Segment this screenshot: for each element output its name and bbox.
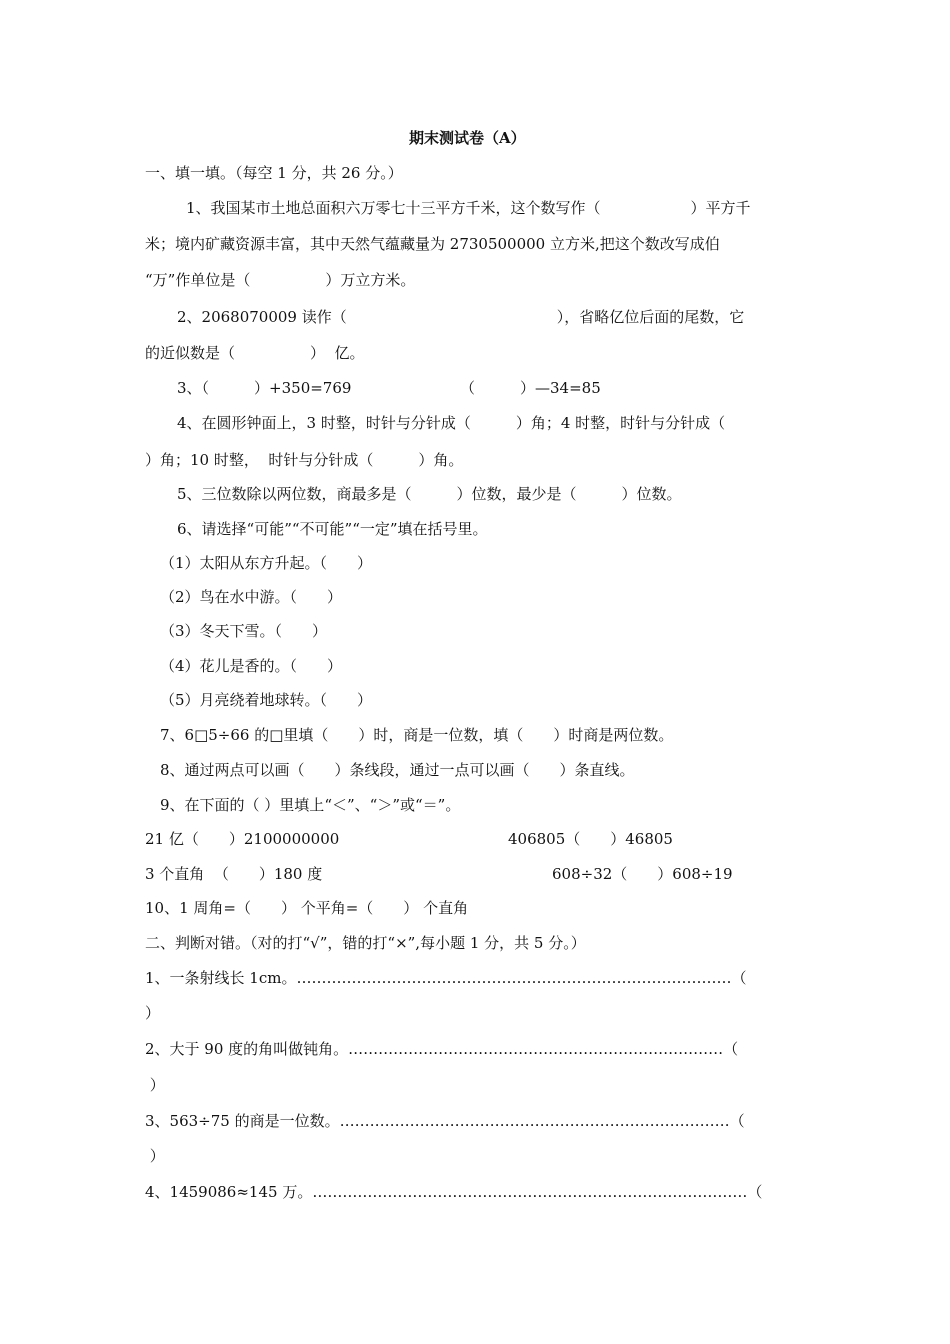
q9-row2-right: 608÷32（ ）608÷19: [552, 865, 733, 883]
judge-item-2: 2、大于 90 度的角叫做钝角。…………………………………………………………………（: [145, 1040, 739, 1058]
judge-item-4: 4、1459086≈145 万。……………………………………………………………………………（: [145, 1183, 763, 1201]
judge-item-1: 1、一条射线长 1cm。……………………………………………………………………………（: [145, 969, 747, 987]
q1-line2: 米；境内矿藏资源丰富，其中天然气蕴藏量为 2730500000 立方米,把这个数改写成伯: [145, 235, 720, 253]
section1-heading: 一、填一填。（每空 1 分，共 26 分。）: [145, 164, 403, 182]
q1-line3: “万”作单位是（ ）万立方米。: [145, 271, 416, 289]
judge-item-1-tail: ）: [145, 1004, 161, 1022]
q2-line1: 2、2068070009 读作（ ），省略亿位后面的尾数，它: [177, 308, 745, 326]
q9-stem: 9、在下面的（ ）里填上“＜”、“＞”或“＝”。: [160, 796, 461, 814]
q1-line1: 1、我国某市土地总面积六万零七十三平方千米，这个数写作（ ）平方千: [186, 199, 751, 217]
page-title: 期末测试卷（A）: [409, 129, 526, 147]
q4-line2: ）角；10 时整， 时针与分针成（ ）角。: [145, 451, 464, 469]
q5: 5、三位数除以两位数，商最多是（ ）位数，最少是（ ）位数。: [177, 485, 682, 503]
q6-item-2: （2）鸟在水中游。（ ）: [160, 588, 343, 606]
judge-item-3-tail: ）: [145, 1147, 165, 1165]
section2-heading: 二、判断对错。（对的打“√”，错的打“×”,每小题 1 分，共 5 分。）: [145, 934, 586, 952]
q9-row2-left: 3 个直角 （ ）180 度: [145, 865, 323, 883]
q6-item-4: （4）花儿是香的。（ ）: [160, 657, 343, 675]
q6-stem: 6、请选择“可能”“不可能”“一定”填在括号里。: [177, 520, 488, 538]
q8: 8、通过两点可以画（ ）条线段，通过一点可以画（ ）条直线。: [160, 761, 635, 779]
judge-item-2-tail: ）: [145, 1076, 165, 1094]
q3-right: （ ）—34=85: [460, 379, 601, 397]
q6-item-1: （1）太阳从东方升起。（ ）: [160, 554, 373, 572]
q6-item-5: （5）月亮绕着地球转。（ ）: [160, 691, 373, 709]
q3-left: 3、（ ）+350=769: [177, 379, 352, 397]
q4-line1: 4、在圆形钟面上，3 时整，时针与分针成（ ）角；4 时整，时针与分针成（: [177, 414, 726, 432]
q7: 7、6□5÷66 的□里填（ ）时，商是一位数，填（ ）时商是两位数。: [160, 726, 674, 744]
q9-row1-left: 21 亿（ ）2100000000: [145, 830, 340, 848]
judge-item-3: 3、563÷75 的商是一位数。……………………………………………………………………（: [145, 1112, 745, 1130]
q9-row1-right: 406805（ ）46805: [508, 830, 673, 848]
q6-item-3: （3）冬天下雪。（ ）: [160, 622, 328, 640]
q2-line2: 的近似数是（ ） 亿。: [145, 344, 365, 362]
q10: 10、1 周角=（ ） 个平角=（ ） 个直角: [145, 899, 469, 917]
